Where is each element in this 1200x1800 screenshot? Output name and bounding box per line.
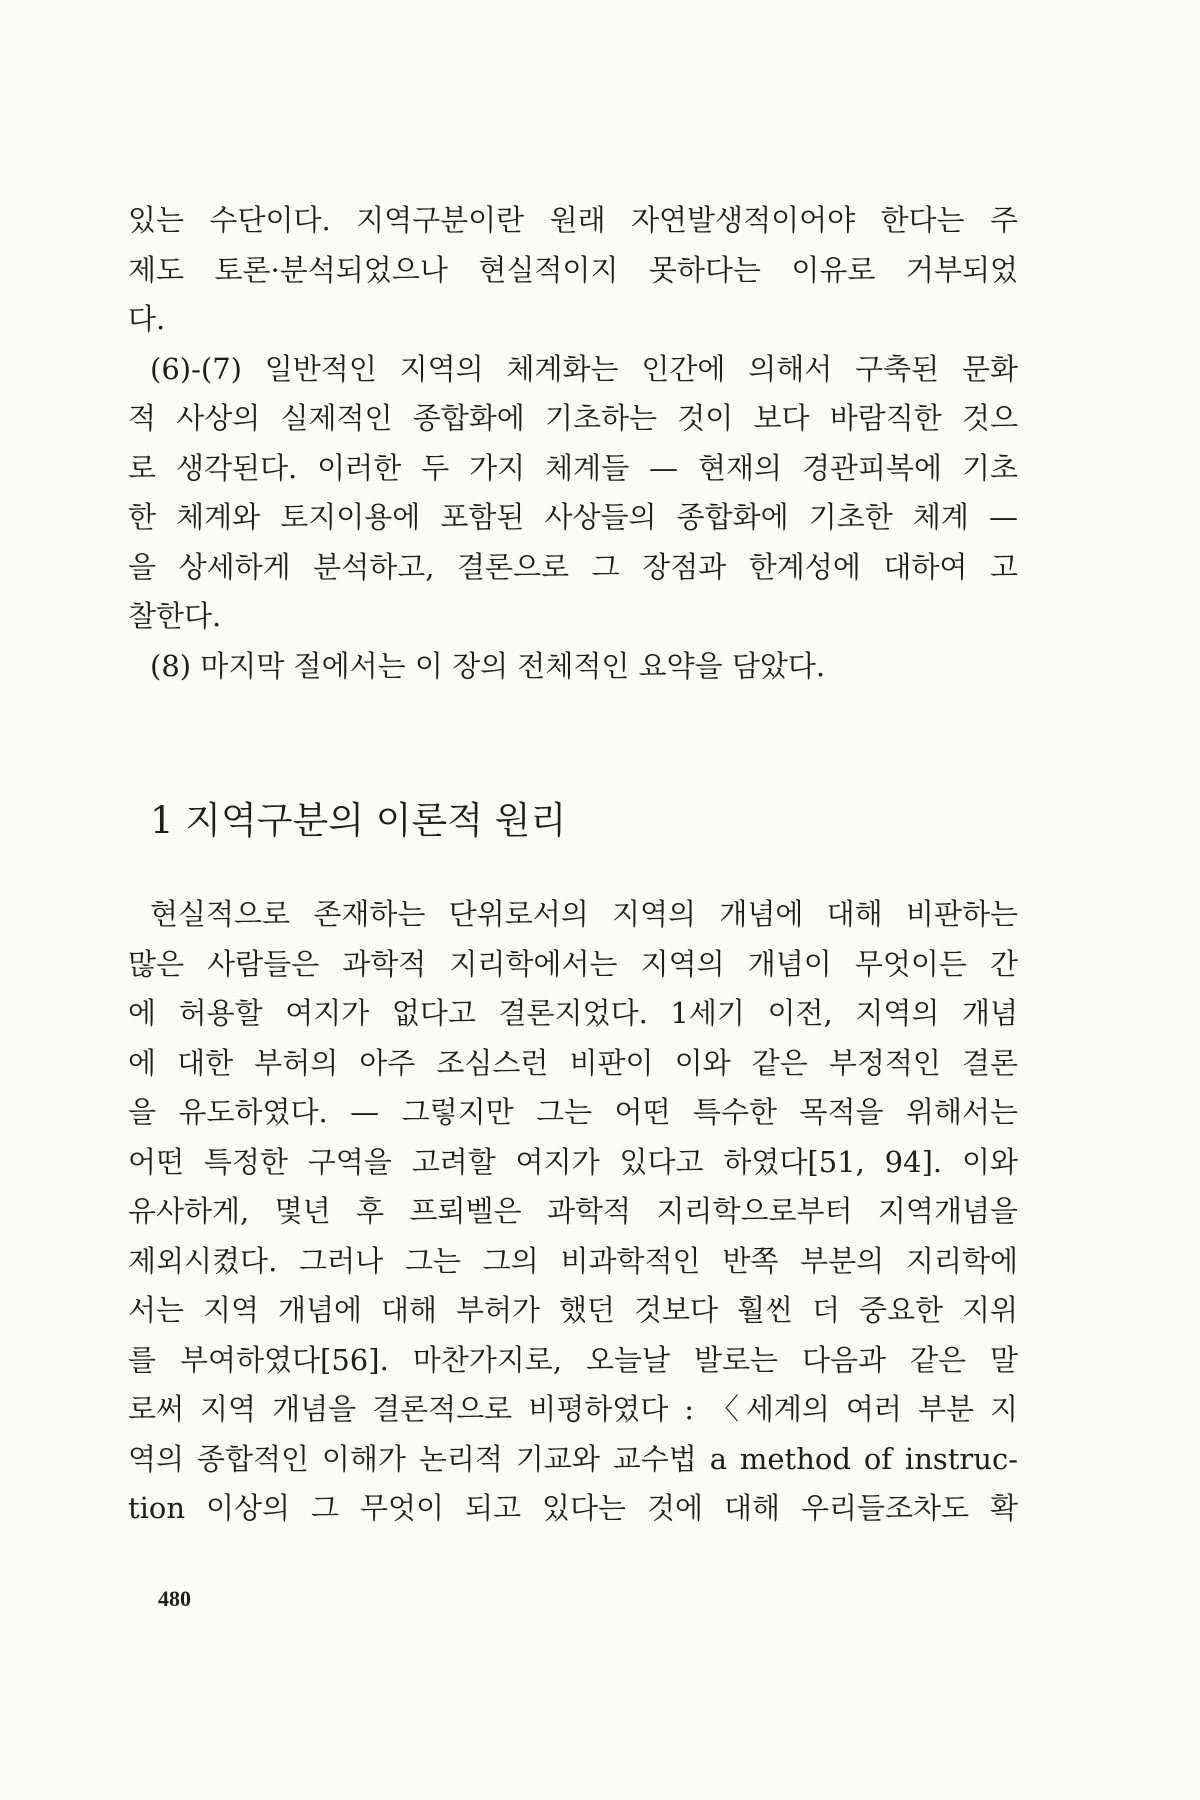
text-line: tion 이상의 그 무엇이 되고 있다는 것에 대해 우리들조차도 확 <box>128 1491 1018 1525</box>
text-line: 로 생각된다. 이러한 두 가지 체계들 — 현재의 경관피복에 기초 <box>128 450 1018 485</box>
lower-paragraph <box>128 890 1018 1534</box>
text-line: 제외시켰다. 그러나 그는 그의 비과학적인 반쪽 부분의 지리학에 <box>128 1243 1018 1278</box>
text-line: 유사하게, 몇년 후 프뢰벨은 과학적 지리학으로부터 지역개념을 <box>128 1194 1018 1228</box>
text-line: 서는 지역 개념에 대해 부허가 했던 것보다 훨씬 더 중요한 지위 <box>128 1293 1018 1327</box>
text-line: 를 부여하였다[56]. 마찬가지로, 오늘날 발로는 다음과 같은 말 <box>128 1342 1018 1377</box>
text-line: 어떤 특정한 구역을 고려할 여지가 있다고 하였다[51, 94]. 이와 <box>128 1144 1018 1179</box>
text-line: 한 체계와 토지이용에 포함된 사상들의 종합화에 기초한 체계 — <box>128 500 1018 534</box>
text-line: 있는 수단이다. 지역구분이란 원래 자연발생적이어야 한다는 주 <box>128 203 1018 237</box>
text-line: 을 상세하게 분석하고, 결론으로 그 장점과 한계성에 대하여 고 <box>128 549 1018 584</box>
text-line: 많은 사람들은 과학적 지리학에서는 지역의 개념이 무엇이든 간 <box>128 946 1018 981</box>
text-line: 역의 종합적인 이해가 논리적 기교와 교수법 a method of instruc- <box>128 1441 1018 1476</box>
text-line: 제도 토론·분석되었으나 현실적이지 못하다는 이유로 거부되었 <box>128 252 1018 287</box>
text-line: 에 허용할 여지가 없다고 결론지었다. 1세기 이전, 지역의 개념 <box>128 996 1018 1030</box>
text-line: 을 유도하였다. — 그렇지만 그는 어떤 특수한 목적을 위해서는 <box>128 1095 1018 1129</box>
text-line: (6)-(7) 일반적인 지역의 체계화는 인간에 의해서 구축된 문화 <box>150 351 1018 386</box>
text-line: 다. <box>128 302 166 336</box>
text-line: (8) 마지막 절에서는 이 장의 전체적인 요약을 담았다. <box>150 648 826 683</box>
section-heading: 1 지역구분의 이론적 원리 <box>150 799 567 842</box>
text-line: 적 사상의 실제적인 종합화에 기초하는 것이 보다 바람직한 것으 <box>128 401 1018 435</box>
text-line: 로써 지역 개념을 결론적으로 비평하였다 : 〈세계의 여러 부분 지 <box>128 1392 1018 1426</box>
upper-paragraphs <box>128 196 1018 691</box>
text-line: 현실적으로 존재하는 단위로서의 지역의 개념에 대해 비판하는 <box>150 897 1018 931</box>
text-line: 찰한다. <box>128 599 222 633</box>
text-line: 에 대한 부허의 아주 조심스런 비판이 이와 같은 부정적인 결론 <box>128 1045 1018 1080</box>
page-number: 480 <box>158 1586 191 1611</box>
